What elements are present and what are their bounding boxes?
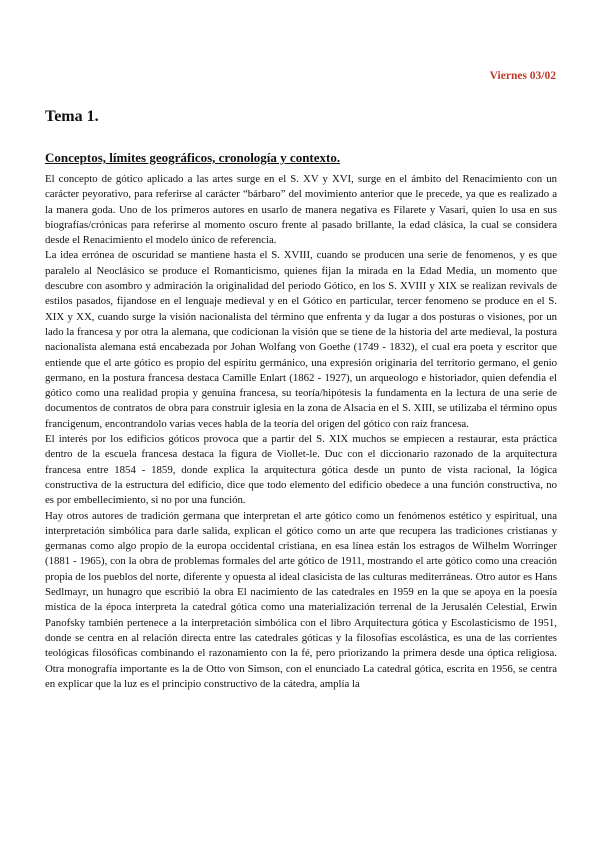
paragraph: Hay otros autores de tradición germana que interpretan el arte gótico como un fenómenos estético y espiritual, una interpretación simbólica para darle salida, explican el gótico como un arte que recupera las tradiciones cristianas y germanas como algo propio de la europa occidental cristiana, en esa línea están los estragos de Wilhelm Worringer (1881 - 1965), con la obra de problemas formales del arte gótico de 1911, mostrando el arte gótico como una creación propia de los pueblos del norte, diferente y opuesta al ideal clasicista de las culturas mediterráneas. Otro autor es Hans Sedlmayr, un hunagro que escribió la obra El nacimiento de las catedrales en 1959 en la que se apoya en la poesía mística de la época interpreta la catedral gótica como una materialización terrenal de la Jerusalén Celestial, Erwin Panofsky también pertenece a la interpretación simbólica con el libro Arquitectura gótica y Escolasticismo de 1951, donde se centra en al relación directa entre las catedrales góticas y la filosofías escolástica, es una de las corrientes teológicas filosóficas combinando el razonamiento con la fé, pero priorizando la primera desde una óptica religiosa. Otra monografía importante es la de Otto von Simson, con el enunciado La catedral gótica, escrita en 1956, se centra en explicar que la luz es el principio constructivo de la cátedra, amplía la: [45, 509, 557, 690]
page-title: Tema 1.: [45, 108, 99, 125]
paragraph: El concepto de gótico aplicado a las artes surge en el S. XV y XVI, surge en el ámbito del Renacimiento con un carácter peyorativo, para referirse al carácter “bárbaro” del movimiento anterior que le precede, ya que es realizado a la manera goda. Uno de los primeros autores en usarlo de manera negativa es Filarete y Vasari, quien lo usa en sus biografías/crónicas para referirse al momento oscuro frente al pasado brillante, la edad clásica, la cual se considera desde el Renacimiento el modelo único de referencia.: [45, 173, 557, 247]
paragraph: La idea errónea de oscuridad se mantiene hasta el S. XVIII, cuando se producen una serie de fenomenos, y es que paralelo al Neoclásico se produce el Romanticismo, quienes fijan la mirada en la Edad Media, un momento que descubre con asombro y admiración la originalidad del periodo Gótico, en los S. XVIII y XIX se realizan revivals de estilos pasados, fijandose en el lenguaje medieval y en el Gótico en particular, tercer fenomeno se produce en el S. XIX y XX, cuando surge la visión nacionalista del término que enfrenta y da lugar a dos posturas o visiones, por un lado la francesa y por otra la alemana, que codicionan la visión que se tiene de la historia del arte medieval, la postura nacionalista alemana está encabezada por Johan Wolfang von Goethe (1749 - 1832), el cual era poeta y escritor que entiende que el arte gótico es propio del espíritu germánico, una expresión originaria del territorio germano, el genio germano, en la postura francesa destaca Camille Enlart (1862 - 1927), un arqueologo e historiador, quien defendia el gótico como una realidad propia y genuina francesa, su teoría/hipótesis la fundamenta en la lectura de una serie de documentos de contratos de obra para construir iglesia en la zona de Alsacia en el S. XIII, se utilizaba el término opus francigenum, encontrandolo varias veces habla de la teoría del origen del gótico con raíz francesa.: [45, 249, 557, 430]
section-subtitle: Conceptos, límites geográficos, cronología y contexto.: [45, 150, 341, 165]
date-label: Viernes 03/02: [489, 70, 556, 82]
paragraph: El interés por los edificios góticos provoca que a partir del S. XIX muchos se empiecen a restaurar, esta práctica dentro de la escuela francesa destaca la figura de Viollet-le. Duc con el diccionario razonado de la arquitectura francesa entre 1854 - 1859, donde explica la arquitectura gótica desde un punto de vista racional, la lógica constructiva de la estructura del edificio, dice que todo elemento del edificio obedece a una función constructiva, no es por embellecimiento, si no por una función.: [45, 433, 557, 507]
document-body: [45, 172, 557, 692]
